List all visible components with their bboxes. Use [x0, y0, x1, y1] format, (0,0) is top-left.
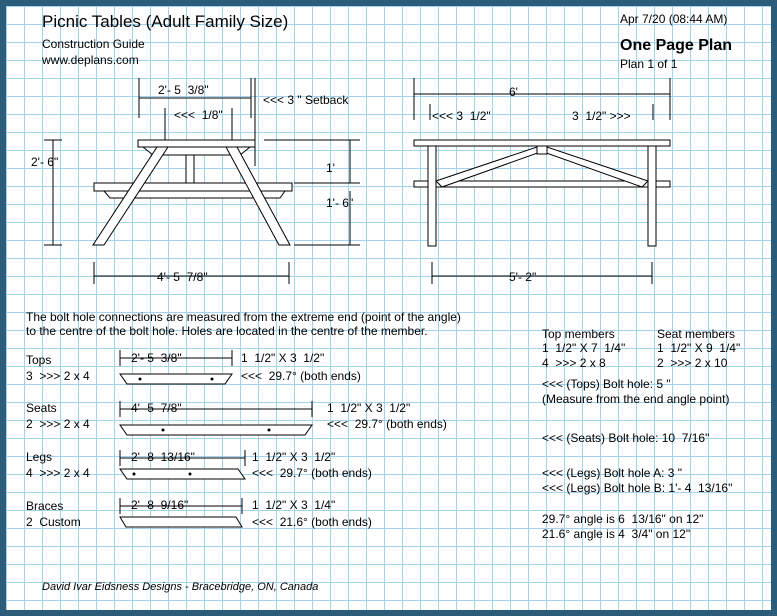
- plan-count: Plan 1 of 1: [620, 57, 678, 71]
- setback-dim: <<< 3 " Setback: [263, 93, 349, 107]
- bolt-note-line2: to the centre of the bolt hole. Holes are located in the centre of the member.: [26, 324, 428, 338]
- tops-bolt-note: (Measure from the end angle point): [542, 392, 730, 406]
- table-height-dim: 2'- 6": [31, 155, 59, 169]
- right-overhang-dim: 3 1/2" >>>: [572, 109, 631, 123]
- part-name: Braces: [26, 499, 64, 513]
- designer-credit: David Ivar Eidsness Designs - Bracebridge, ON, Canada: [42, 581, 319, 593]
- part-qty: 2 Custom: [26, 515, 81, 529]
- bolt-note-line1: The bolt hole connections are measured from the extreme end (point of the angle): [26, 310, 461, 324]
- seat-members-label: Seat members: [657, 327, 736, 341]
- angle-note-a: 29.7° angle is 6 13/16" on 12": [542, 512, 704, 526]
- part-angle: <<< 21.6° (both ends): [252, 515, 372, 529]
- top-members-size: 1 1/2" X 7 1/4": [542, 341, 626, 355]
- part-angle: <<< 29.7° (both ends): [241, 369, 361, 383]
- legs-bolt-hole-b: <<< (Legs) Bolt hole B: 1'- 4 13/16": [542, 481, 733, 495]
- leg-height-dim: 1'- 6": [326, 196, 354, 210]
- plan-title: Picnic Tables (Adult Family Size): [42, 12, 289, 31]
- part-length: 2'- 8 9/16": [131, 498, 189, 512]
- leg-span-dim: 5'- 2": [509, 270, 537, 284]
- part-size: 1 1/2" X 3 1/2": [327, 401, 411, 415]
- angle-note-b: 21.6° angle is 4 3/4" on 12": [542, 527, 691, 541]
- part-length: 2'- 5 3/8": [131, 351, 182, 365]
- legs-bolt-hole-a: <<< (Legs) Bolt hole A: 3 ": [542, 466, 683, 480]
- base-width-dim: 4'- 5 7/8": [157, 270, 208, 284]
- top-members-qty: 4 >>> 2 x 8: [542, 356, 606, 370]
- website-link[interactable]: www.deplans.com: [42, 53, 139, 67]
- seat-members-size: 1 1/2" X 9 1/4": [657, 341, 741, 355]
- part-qty: 3 >>> 2 x 4: [26, 369, 90, 383]
- top-members-label: Top members: [542, 327, 615, 341]
- guide-label: Construction Guide: [42, 37, 145, 51]
- part-length: 4'- 5 7/8": [131, 401, 182, 415]
- part-size: 1 1/2" X 3 1/2": [252, 450, 336, 464]
- tops-bolt-hole: <<< (Tops) Bolt hole: 5 ": [542, 377, 671, 391]
- one-page-plan-heading: One Page Plan: [620, 37, 733, 54]
- part-name: Legs: [26, 450, 53, 464]
- inset-dim: <<< 1/8": [174, 108, 223, 122]
- top-width-dim: 2'- 5 3/8": [158, 83, 209, 97]
- part-length: 2'- 8 13/16": [131, 450, 195, 464]
- date-stamp: Apr 7/20 (08:44 AM): [620, 12, 728, 26]
- seat-height-dim: 1': [326, 161, 335, 175]
- part-name: Tops: [26, 353, 52, 367]
- left-overhang-dim: <<< 3 1/2": [432, 109, 491, 123]
- part-name: Seats: [26, 401, 57, 415]
- seats-bolt-hole: <<< (Seats) Bolt hole: 10 7/16": [542, 431, 710, 445]
- part-size: 1 1/2" X 3 1/4": [252, 498, 336, 512]
- part-qty: 4 >>> 2 x 4: [26, 466, 90, 480]
- part-angle: <<< 29.7° (both ends): [252, 466, 372, 480]
- part-angle: <<< 29.7° (both ends): [327, 417, 447, 431]
- part-size: 1 1/2" X 3 1/2": [241, 351, 325, 365]
- table-length-dim: 6': [509, 85, 518, 99]
- part-qty: 2 >>> 2 x 4: [26, 417, 90, 431]
- seat-members-qty: 2 >>> 2 x 10: [657, 356, 728, 370]
